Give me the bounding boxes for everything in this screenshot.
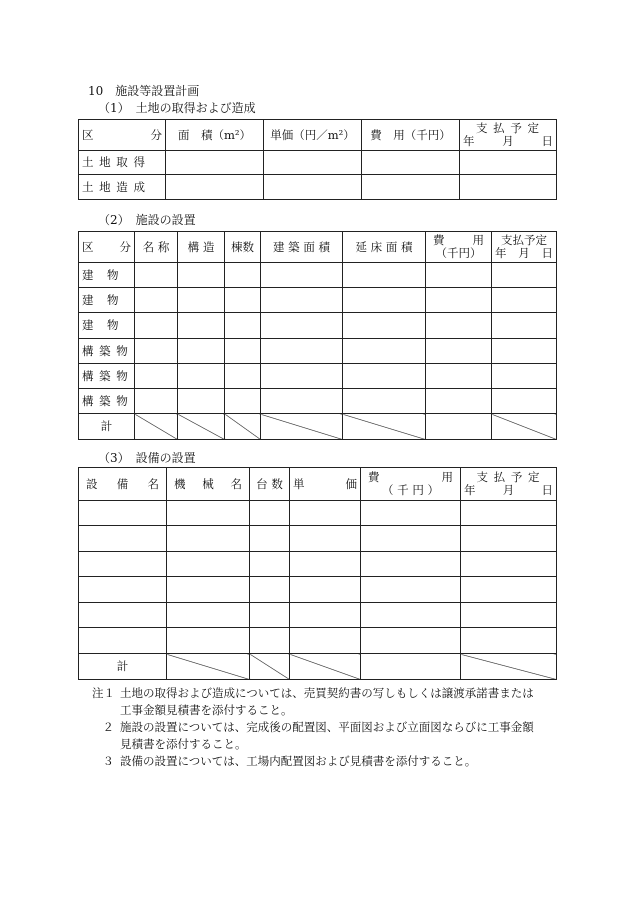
row-building: 建 物	[79, 263, 135, 288]
cell-input[interactable]	[426, 288, 492, 313]
cell-input[interactable]	[79, 526, 167, 552]
cell-input[interactable]	[343, 339, 426, 364]
col-machine-name: 機 械 名	[167, 468, 250, 501]
cell-input[interactable]	[264, 151, 362, 175]
cell-input[interactable]	[361, 577, 461, 603]
section1-heading: （1） 土地の取得および造成	[98, 101, 256, 115]
note-item: 注１ 土地の取得および造成については、売買契約書の写しもしくは譲渡承諾書または 工事金額見積書を添付すること。	[92, 686, 534, 717]
note-item: ２ 施設の設置については、完成後の配置図、平面図および立面図ならびに工事金額 見積書を添付すること。	[102, 720, 534, 751]
note-item: ３ 設備の設置については、工場内配置図および見積書を添付すること。	[102, 754, 477, 768]
section2-heading: （2） 施設の設置	[98, 213, 196, 227]
equipment-table	[78, 467, 557, 680]
cell-input[interactable]	[79, 603, 167, 628]
cell-input[interactable]	[343, 389, 426, 414]
cell-input[interactable]	[492, 313, 557, 339]
diagonal-cell	[167, 654, 250, 680]
cell-input[interactable]	[426, 339, 492, 364]
cell-input[interactable]	[178, 389, 225, 414]
cell-input[interactable]	[461, 501, 557, 526]
cell-input[interactable]	[492, 339, 557, 364]
cell-input[interactable]	[261, 389, 343, 414]
row-building: 建 物	[79, 313, 135, 339]
diagonal-cell	[461, 654, 557, 680]
cell-input[interactable]	[178, 313, 225, 339]
cell-input[interactable]	[426, 389, 492, 414]
cell-input[interactable]	[460, 151, 557, 175]
cell-input[interactable]	[343, 364, 426, 389]
cell-input[interactable]	[135, 364, 178, 389]
row-total: 計	[79, 414, 135, 440]
facility-table	[78, 231, 557, 440]
col-unit-price: 単価（円／m²）	[264, 120, 362, 151]
col-schedule: 支 払 予 定 年 月 日	[460, 120, 557, 151]
cell-input[interactable]	[290, 577, 361, 603]
cell-input[interactable]	[225, 288, 261, 313]
cell-input[interactable]	[362, 175, 460, 200]
cell-input[interactable]	[362, 151, 460, 175]
row-building: 建 物	[79, 288, 135, 313]
cell-input[interactable]	[426, 364, 492, 389]
cell-input[interactable]	[343, 263, 426, 288]
row-structure: 構 築 物	[79, 364, 135, 389]
cell-input[interactable]	[261, 263, 343, 288]
col-cost: 費 用（千円）	[362, 120, 460, 151]
land-table	[78, 119, 557, 200]
cell-input[interactable]	[261, 339, 343, 364]
cell-input[interactable]	[361, 526, 461, 552]
cell-input[interactable]	[461, 628, 557, 654]
cell-input[interactable]	[135, 263, 178, 288]
diagonal-cell	[225, 414, 261, 440]
cell-input[interactable]	[261, 313, 343, 339]
notes	[92, 685, 572, 770]
cell-input[interactable]	[178, 339, 225, 364]
cell-input[interactable]	[167, 603, 250, 628]
cell-input[interactable]	[178, 364, 225, 389]
cell-input[interactable]	[290, 501, 361, 526]
cell-input[interactable]	[460, 175, 557, 200]
cell-input[interactable]	[290, 628, 361, 654]
cell-input[interactable]	[461, 526, 557, 552]
col-cost: 費 用 （千円）	[426, 232, 492, 263]
cell-input[interactable]	[343, 288, 426, 313]
col-kubun: 区 分	[79, 120, 166, 151]
cell-input[interactable]	[290, 603, 361, 628]
cell-input[interactable]	[492, 263, 557, 288]
cell-input[interactable]	[135, 288, 178, 313]
diagonal-cell	[135, 414, 178, 440]
cell-input[interactable]	[167, 577, 250, 603]
cell-input[interactable]	[166, 175, 264, 200]
cell-input[interactable]	[361, 628, 461, 654]
diagonal-cell	[261, 414, 343, 440]
cell-input[interactable]	[492, 364, 557, 389]
cell-input[interactable]	[135, 313, 178, 339]
col-count: 台 数	[250, 468, 290, 501]
cell-input[interactable]	[135, 389, 178, 414]
cell-input[interactable]	[250, 501, 290, 526]
cell-input[interactable]	[426, 313, 492, 339]
diagonal-cell	[343, 414, 426, 440]
col-schedule: 支払予定 年 月 日	[492, 232, 557, 263]
cell-input[interactable]	[225, 339, 261, 364]
cell-input[interactable]	[492, 288, 557, 313]
cell-input[interactable]	[290, 526, 361, 552]
cell-input[interactable]	[250, 526, 290, 552]
page-title: 10 施設等設置計画	[88, 84, 200, 98]
cell-input[interactable]	[426, 414, 492, 440]
section3-heading: （3） 設備の設置	[98, 451, 196, 465]
cell-input[interactable]	[178, 288, 225, 313]
diagonal-cell	[492, 414, 557, 440]
cell-input[interactable]	[225, 364, 261, 389]
row-total: 計	[79, 654, 167, 680]
cell-input[interactable]	[343, 313, 426, 339]
col-cost: 費 用 （ 千 円 ）	[361, 468, 461, 501]
cell-input[interactable]	[225, 389, 261, 414]
col-equipment-name: 設 備 名	[79, 468, 167, 501]
col-floor-area: 延 床 面 積	[343, 232, 426, 263]
row-structure: 構 築 物	[79, 389, 135, 414]
cell-input[interactable]	[261, 364, 343, 389]
col-name: 名 称	[135, 232, 178, 263]
cell-input[interactable]	[461, 552, 557, 577]
cell-input[interactable]	[461, 577, 557, 603]
cell-input[interactable]	[290, 552, 361, 577]
cell-input[interactable]	[225, 313, 261, 339]
cell-input[interactable]	[167, 526, 250, 552]
col-unit-price: 単 価	[290, 468, 361, 501]
cell-input[interactable]	[250, 552, 290, 577]
diagonal-cell	[178, 414, 225, 440]
cell-input[interactable]	[166, 151, 264, 175]
diagonal-cell	[290, 654, 361, 680]
cell-input[interactable]	[79, 501, 167, 526]
cell-input[interactable]	[79, 577, 167, 603]
cell-input[interactable]	[79, 628, 167, 654]
cell-input[interactable]	[461, 603, 557, 628]
cell-input[interactable]	[167, 501, 250, 526]
diagonal-cell	[250, 654, 290, 680]
cell-input[interactable]	[79, 552, 167, 577]
col-kubun: 区 分	[79, 232, 135, 263]
cell-input[interactable]	[178, 263, 225, 288]
cell-input[interactable]	[261, 288, 343, 313]
cell-input[interactable]	[167, 628, 250, 654]
cell-input[interactable]	[361, 552, 461, 577]
col-build-area: 建 築 面 積	[261, 232, 343, 263]
cell-input[interactable]	[167, 552, 250, 577]
cell-input[interactable]	[250, 628, 290, 654]
row-land-development: 土 地 造 成	[79, 175, 166, 200]
col-area: 面 積（m²）	[166, 120, 264, 151]
cell-input[interactable]	[361, 654, 461, 680]
col-structure: 構 造	[178, 232, 225, 263]
col-count: 棟数	[225, 232, 261, 263]
cell-input[interactable]	[225, 263, 261, 288]
cell-input[interactable]	[426, 263, 492, 288]
cell-input[interactable]	[361, 501, 461, 526]
cell-input[interactable]	[135, 339, 178, 364]
cell-input[interactable]	[361, 603, 461, 628]
row-structure: 構 築 物	[79, 339, 135, 364]
cell-input[interactable]	[250, 603, 290, 628]
cell-input[interactable]	[250, 577, 290, 603]
cell-input[interactable]	[264, 175, 362, 200]
col-schedule: 支 払 予 定 年 月 日	[461, 468, 557, 501]
cell-input[interactable]	[492, 389, 557, 414]
row-land-acquisition: 土 地 取 得	[79, 151, 166, 175]
